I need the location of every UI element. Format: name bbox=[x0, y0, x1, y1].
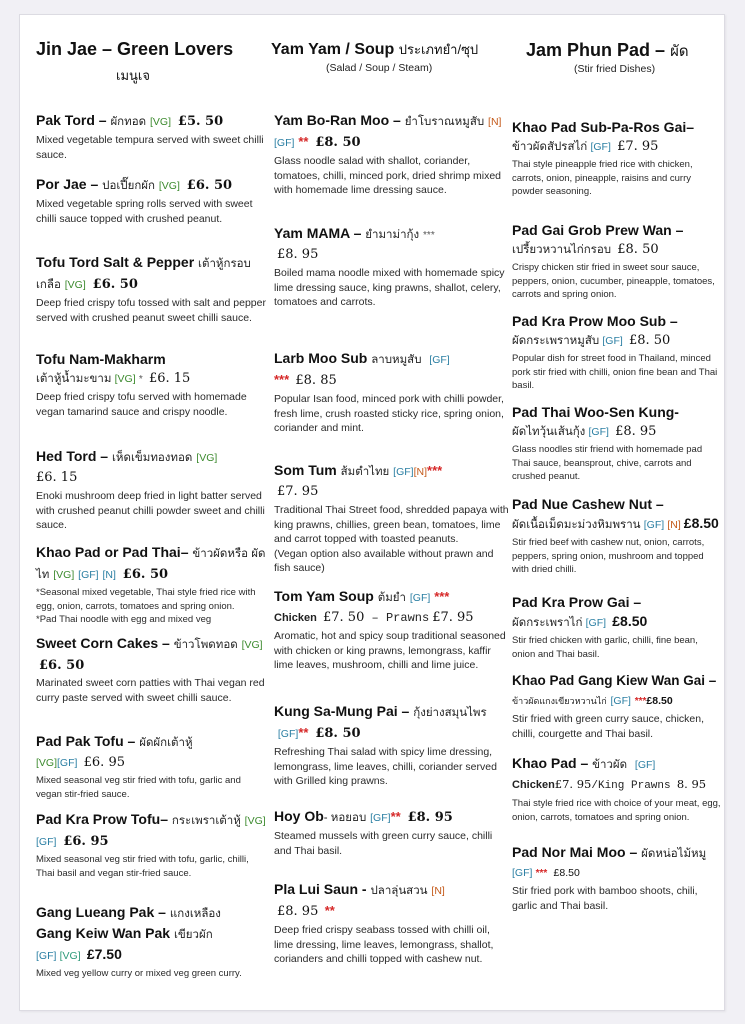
tag-gluten-free: [GF] bbox=[277, 728, 299, 740]
tag-nuts: [N] bbox=[431, 885, 445, 897]
item-price: £7. 95 bbox=[617, 139, 659, 154]
item-description: Glass noodle salad with shallot, coriander, tomatoes, chilli, minced pork, dried shrimp mixed with homemade lime dressing sauce. bbox=[274, 155, 502, 196]
item-price-alt: £7. 95 bbox=[432, 610, 474, 625]
menu-item bbox=[512, 671, 722, 741]
price-option-label: Prawns bbox=[385, 611, 430, 625]
item-thai-name: ต้มยำ bbox=[377, 592, 406, 604]
tag-vegan: [VG] bbox=[53, 569, 75, 581]
menu-item bbox=[36, 543, 268, 627]
item-name: Tofu Tord Salt & Pepper bbox=[36, 254, 195, 270]
item-price: £8.50 bbox=[553, 867, 580, 879]
menu-item bbox=[274, 587, 509, 673]
section-title-thai-text: เมนูเจ bbox=[116, 68, 150, 83]
tag-gluten-free: [GF] bbox=[588, 426, 609, 438]
item-description: Stir fried with green curry sauce, chicken, chilli, courgette and Thai basil. bbox=[512, 713, 704, 740]
item-name: Som Tum bbox=[274, 462, 337, 478]
item-name: Pla Lui Saun - bbox=[274, 881, 367, 897]
item-thai-name: ยำโบราณหมูสับ bbox=[404, 116, 485, 128]
item-description: Deep fried crispy tofu served with homemade vegan tamarind sauce and crispy noodle. bbox=[36, 391, 247, 418]
menu-item bbox=[36, 903, 268, 981]
price-separator: – bbox=[364, 611, 386, 625]
item-thai-name: เห็ดเข็มทองทอด bbox=[111, 452, 193, 464]
item-price: £8. 95 bbox=[615, 424, 657, 439]
item-name: Gang Lueang Pak – bbox=[36, 904, 166, 920]
item-price: £8. 85 bbox=[295, 373, 337, 388]
item-thai-name: ข้าวผัดสัปรสไก่ bbox=[512, 141, 588, 153]
section-title-thai-text: ผัด bbox=[670, 43, 689, 60]
item-price: £8. 50 bbox=[617, 242, 659, 257]
item-name: Pad Kra Prow Moo Sub – bbox=[512, 313, 678, 329]
tag-vegan: [VG] bbox=[36, 757, 58, 769]
item-description: Stir fried pork with bamboo shoots, chili, garlic and Thai basil. bbox=[512, 885, 698, 912]
item-name: Khao Pad – bbox=[512, 755, 589, 771]
item-name: Yam MAMA – bbox=[274, 225, 362, 241]
section-title-text: Yam Yam / Soup bbox=[271, 41, 395, 58]
item-thai-name: ข้าวโพดทอด bbox=[173, 639, 238, 651]
price-separator: / bbox=[591, 780, 598, 792]
item-description: Mixed vegetable spring rolls served with sweet chilli sauce topped with crushed peanut. bbox=[36, 198, 253, 225]
menu-item bbox=[274, 111, 509, 198]
menu-page bbox=[19, 14, 725, 1011]
tag-vegan: [VG] bbox=[150, 116, 172, 128]
item-thai-name: ข้าวผัดแกงเขียวหวานไก่ bbox=[512, 696, 607, 706]
spice-level: *** bbox=[634, 696, 647, 707]
item-description: Marinated sweet corn patties with Thai vegan red curry paste served with sweet chilli sauce. bbox=[36, 677, 265, 704]
item-name: Khao Pad or Pad Thai– bbox=[36, 544, 189, 560]
item-thai-name: ผักทอด bbox=[110, 116, 147, 128]
tag-gluten-free: [GF] bbox=[370, 812, 391, 824]
item-thai-name: ลาบหมูสับ bbox=[371, 354, 422, 366]
item-description: Popular dish for street food in Thailand, minced pork stir fried with chilli, onion fine bean and Thai basil. bbox=[512, 353, 718, 391]
item-description: Thai style pineapple fried rice with chicken, carrots, onion, pineapple, raisins and curry powder seasoning. bbox=[512, 159, 693, 197]
menu-item bbox=[512, 843, 722, 913]
tag-gluten-free: [GF] bbox=[78, 569, 99, 581]
item-thai-name: ผัดกระเพราไก่ bbox=[512, 617, 583, 629]
price-option-label: King Prawns bbox=[597, 780, 671, 792]
item-name: Kung Sa-Mung Pai – bbox=[274, 703, 410, 719]
menu-item bbox=[512, 495, 722, 577]
spice-level: *** bbox=[535, 868, 548, 879]
price-option-label: Chicken bbox=[512, 779, 555, 791]
item-description: Mixed seasonal veg stir fried with tofu, garlic and vegan stir-fried sauce. bbox=[36, 775, 241, 800]
item-price: £6. 50 bbox=[92, 277, 138, 292]
item-description: Refreshing Thai salad with spicy lime dressing, lemongrass, lime leaves, chilli, coriander served with Grilled king prawns. bbox=[274, 746, 497, 787]
item-description: *Seasonal mixed vegetable, Thai style fried rice with egg, onion, carrots, tomatoes and spring onion. bbox=[36, 587, 256, 612]
tag-gluten-free: [GF] bbox=[610, 695, 631, 707]
menu-item bbox=[274, 224, 509, 310]
item-thai-name: ผัดผักเต้าหู้ bbox=[139, 737, 193, 749]
tag-nuts: [N] bbox=[667, 519, 681, 531]
menu-item bbox=[36, 732, 268, 801]
item-thai-name-alt: เขียวผัก bbox=[173, 929, 213, 941]
section-title-thai-text: ประเภทยำ/ซุป bbox=[398, 42, 479, 57]
section-title bbox=[271, 39, 478, 60]
menu-item bbox=[36, 111, 268, 162]
item-price: £5. 50 bbox=[177, 114, 224, 129]
menu-item bbox=[274, 807, 509, 858]
item-thai-name: แกงเหลือง bbox=[169, 908, 221, 920]
item-price: £7. 95 bbox=[554, 777, 592, 791]
spice-level: ** bbox=[324, 903, 335, 918]
tag-gluten-free: [GF] bbox=[57, 757, 78, 769]
item-thai-name: กระเพราเต้าหู้ bbox=[171, 815, 241, 827]
item-name: Yam Bo-Ran Moo – bbox=[274, 112, 401, 128]
menu-item bbox=[512, 403, 722, 484]
price-option-label: Chicken bbox=[274, 612, 317, 624]
item-price: £8. 95 bbox=[277, 904, 319, 919]
item-description: Mixed seasonal veg stir fried with tofu, garlic, chilli, Thai basil and vegan stir-fried sauce. bbox=[36, 854, 249, 879]
menu-item bbox=[274, 702, 509, 789]
tag-vegan: [VG] bbox=[241, 639, 263, 651]
tag-nuts: [N] bbox=[413, 466, 428, 478]
spice-level: *** bbox=[274, 372, 290, 387]
item-price: £6. 15 bbox=[36, 470, 78, 485]
section-title bbox=[36, 39, 233, 60]
tag-gluten-free: [GF] bbox=[393, 466, 414, 478]
item-name: Pak Tord – bbox=[36, 112, 107, 128]
item-name: Hoy Ob bbox=[274, 808, 324, 824]
item-price: £6. 50 bbox=[39, 658, 85, 673]
menu-item bbox=[512, 593, 722, 661]
item-description-note: (Vegan option also available without prawn and fish sauce) bbox=[274, 547, 494, 574]
item-name: Khao Pad Gang Kiew Wan Gai – bbox=[512, 673, 717, 688]
item-name: Larb Moo Sub bbox=[274, 350, 368, 366]
tag-vegan: [VG] bbox=[114, 373, 136, 385]
menu-item bbox=[36, 253, 268, 325]
tag-gluten-free: [GF] bbox=[274, 137, 295, 149]
tag-gluten-free: [GF] bbox=[512, 867, 533, 879]
item-thai-name: ยำมาม่ากุ้ง bbox=[365, 229, 420, 241]
item-name: Hed Tord – bbox=[36, 448, 109, 464]
item-name: Pad Nor Mai Moo – bbox=[512, 844, 638, 860]
section-title-text: Jam Phun Pad – bbox=[526, 40, 666, 60]
menu-item bbox=[274, 880, 509, 967]
item-name: Pad Nue Cashew Nut – bbox=[512, 496, 664, 512]
item-price: £8. 50 bbox=[315, 135, 361, 150]
item-price: £8.50 bbox=[646, 695, 673, 707]
menu-item bbox=[512, 754, 722, 824]
item-description: Boiled mama noodle mixed with homemade spicy lime dressing sauce, king prawns, shallot, celery, tomatoes and carrots. bbox=[274, 267, 505, 308]
item-price: £6. 50 bbox=[122, 567, 169, 582]
section-subtitle: (Salad / Soup / Steam) bbox=[326, 62, 433, 74]
spice-level: * bbox=[138, 374, 143, 385]
tag-nuts: [N] bbox=[488, 116, 502, 128]
menu-item bbox=[274, 461, 509, 576]
section-title-thai bbox=[116, 65, 150, 86]
tag-vegan: [VG] bbox=[158, 180, 180, 192]
spice-level: *** bbox=[427, 463, 443, 478]
item-price-alt: 8. 95 bbox=[676, 777, 707, 791]
item-price: £6. 15 bbox=[148, 371, 191, 386]
tag-vegan: [VG] bbox=[196, 452, 218, 464]
item-thai-name: ผัดกระเพราหมูสับ bbox=[512, 335, 600, 347]
item-price: £8.50 bbox=[612, 613, 648, 629]
item-name-alt: Gang Keiw Wan Pak bbox=[36, 925, 171, 941]
item-price: £8. 50 bbox=[628, 333, 671, 348]
tag-gluten-free: [GF] bbox=[36, 836, 57, 848]
item-name: Tofu Nam-Makharm bbox=[36, 351, 166, 367]
tag-vegan: [VG] bbox=[244, 815, 266, 827]
spice-level: *** bbox=[434, 589, 450, 604]
item-description: Traditional Thai Street food, shredded papaya with king prawns, chillies, green bean, tomatoes, lime and carrot topped with toasted peanuts. bbox=[274, 504, 509, 545]
tag-vegan: [VG] bbox=[59, 950, 81, 962]
item-thai-name: เต้าหู้กรอบเกลือ bbox=[36, 258, 251, 291]
tag-gluten-free: [GF] bbox=[602, 335, 623, 347]
item-description: Deep fried crispy seabass tossed with chilli oil, lime dressing, lime leaves, lemongrass, shallot, corianders and chilli topped with cashew nut. bbox=[274, 924, 494, 965]
item-thai-name: ปอเปี๊ยกผัก bbox=[102, 180, 155, 192]
item-thai-name: ข้าวผัดหรือ ผัดไท bbox=[36, 548, 266, 581]
menu-item bbox=[274, 349, 509, 436]
tag-gluten-free: [GF] bbox=[429, 354, 450, 366]
item-price: £6. 95 bbox=[83, 755, 125, 770]
item-thai-name: เต้าหู้น้ำมะขาม bbox=[36, 373, 112, 385]
section-subtitle: (Stir fried Dishes) bbox=[574, 63, 656, 75]
item-thai-name: ผัดเนื้อเม็ดมะม่วงหิมพราน bbox=[512, 519, 641, 531]
item-thai-name: ผัดไทวุ้นเส้นกุ้ง bbox=[512, 426, 586, 438]
item-description: Glass noodles stir friend with homemade pad Thai sauce, beansprout, chive, carrots and crushed peanut. bbox=[512, 444, 703, 482]
menu-item bbox=[36, 634, 268, 705]
section-title-text: Jin Jae – Green Lovers bbox=[36, 39, 234, 59]
menu-item bbox=[36, 447, 268, 533]
menu-item bbox=[512, 312, 722, 393]
spice-level: ** bbox=[298, 725, 309, 740]
item-name: Pad Kra Prow Gai – bbox=[512, 594, 642, 610]
tag-gluten-free: [GF] bbox=[409, 592, 431, 604]
item-description: Stir fried chicken with garlic, chilli, fine bean, onion and Thai basil. bbox=[512, 635, 698, 660]
item-thai-name: - หอยอบ bbox=[323, 812, 367, 824]
spice-level: ** bbox=[298, 134, 309, 149]
section-title bbox=[526, 39, 689, 63]
item-description: Stir fried beef with cashew nut, onion, carrots, peppers, spring onion, mushroom and topped with dried chilli. bbox=[512, 537, 705, 575]
item-name: Khao Pad Sub-Pa-Ros Gai– bbox=[512, 119, 695, 135]
menu-item bbox=[36, 350, 268, 419]
item-price: £6. 50 bbox=[186, 178, 233, 193]
item-name: Pad Pak Tofu – bbox=[36, 733, 136, 749]
menu-item bbox=[512, 221, 722, 302]
spice-level: ** bbox=[390, 809, 401, 824]
item-thai-name: ส้มตำไทย bbox=[340, 466, 390, 478]
item-price: £7. 50 bbox=[323, 610, 365, 625]
item-thai-name: กุ้งย่างสมุนไพร bbox=[413, 707, 487, 719]
item-price: £8. 95 bbox=[407, 810, 453, 825]
menu-item bbox=[36, 810, 268, 880]
item-name: Sweet Corn Cakes – bbox=[36, 635, 170, 651]
tag-nuts: [N] bbox=[102, 569, 116, 581]
item-description-note: *Pad Thai noodle with egg and mixed veg bbox=[36, 614, 212, 625]
tag-gluten-free: [GF] bbox=[590, 141, 611, 153]
item-description: Mixed veg yellow curry or mixed veg green curry. bbox=[36, 968, 242, 979]
item-price: £8. 50 bbox=[315, 726, 361, 741]
item-description: Crispy chicken stir fried in sweet sour sauce, peppers, onion, cucumber, pineapple, tomatoes, carrots and spring onion. bbox=[512, 262, 715, 300]
item-thai-name: ข้าวผัด bbox=[592, 759, 628, 771]
item-price: £7.50 bbox=[86, 946, 122, 962]
tag-gluten-free: [GF] bbox=[643, 519, 665, 531]
item-price: £8.50 bbox=[683, 515, 719, 531]
item-description: Steamed mussels with green curry sauce, chilli and Thai basil. bbox=[274, 830, 493, 857]
item-thai-name: ปลาลุ่นสวน bbox=[370, 885, 428, 897]
item-name: Por Jae – bbox=[36, 176, 99, 192]
item-description: Aromatic, hot and spicy soup traditional seasoned with chicken or king prawns, lemongrass, kaffir lime leaves, mushroom, chilli and lime juice. bbox=[274, 630, 506, 671]
tag-gluten-free: [GF] bbox=[585, 617, 607, 629]
item-price: £6. 95 bbox=[63, 834, 109, 849]
menu-item bbox=[36, 175, 268, 226]
tag-gluten-free: [GF] bbox=[36, 950, 57, 962]
item-price: £8. 95 bbox=[277, 247, 319, 262]
item-thai-name: เปรี้ยวหวานไก่กรอบ bbox=[512, 244, 612, 256]
item-thai-name: ผัดหน่อไม้หมู bbox=[641, 848, 707, 860]
item-name: Pad Gai Grob Prew Wan – bbox=[512, 222, 684, 238]
spice-level: *** bbox=[423, 230, 435, 241]
item-description: Deep fried crispy tofu tossed with salt and pepper served with crushed peanut sweet chilli sauce. bbox=[36, 297, 266, 324]
item-price: £7. 95 bbox=[277, 484, 319, 499]
item-name: Tom Yam Soup bbox=[274, 588, 374, 604]
item-description: Mixed vegetable tempura served with sweet chilli sauce. bbox=[36, 134, 264, 161]
item-name: Pad Kra Prow Tofu– bbox=[36, 811, 168, 827]
item-name: Pad Thai Woo-Sen Kung- bbox=[512, 404, 679, 420]
item-description: Popular Isan food, minced pork with chilli powder, fresh lime, crush roasted sticky rice, spring onion, coriander and mint. bbox=[274, 393, 504, 434]
tag-gluten-free: [GF] bbox=[634, 759, 656, 771]
item-description: Enoki mushroom deep fried in light batter served with crushed peanut chilli powder sweet and chilli sauce. bbox=[36, 490, 265, 531]
menu-item bbox=[512, 118, 722, 199]
item-description: Thai style fried rice with choice of your meat, egg, onion, carrots, tomatoes and spring onion. bbox=[512, 798, 721, 823]
tag-vegan: [VG] bbox=[64, 279, 86, 291]
